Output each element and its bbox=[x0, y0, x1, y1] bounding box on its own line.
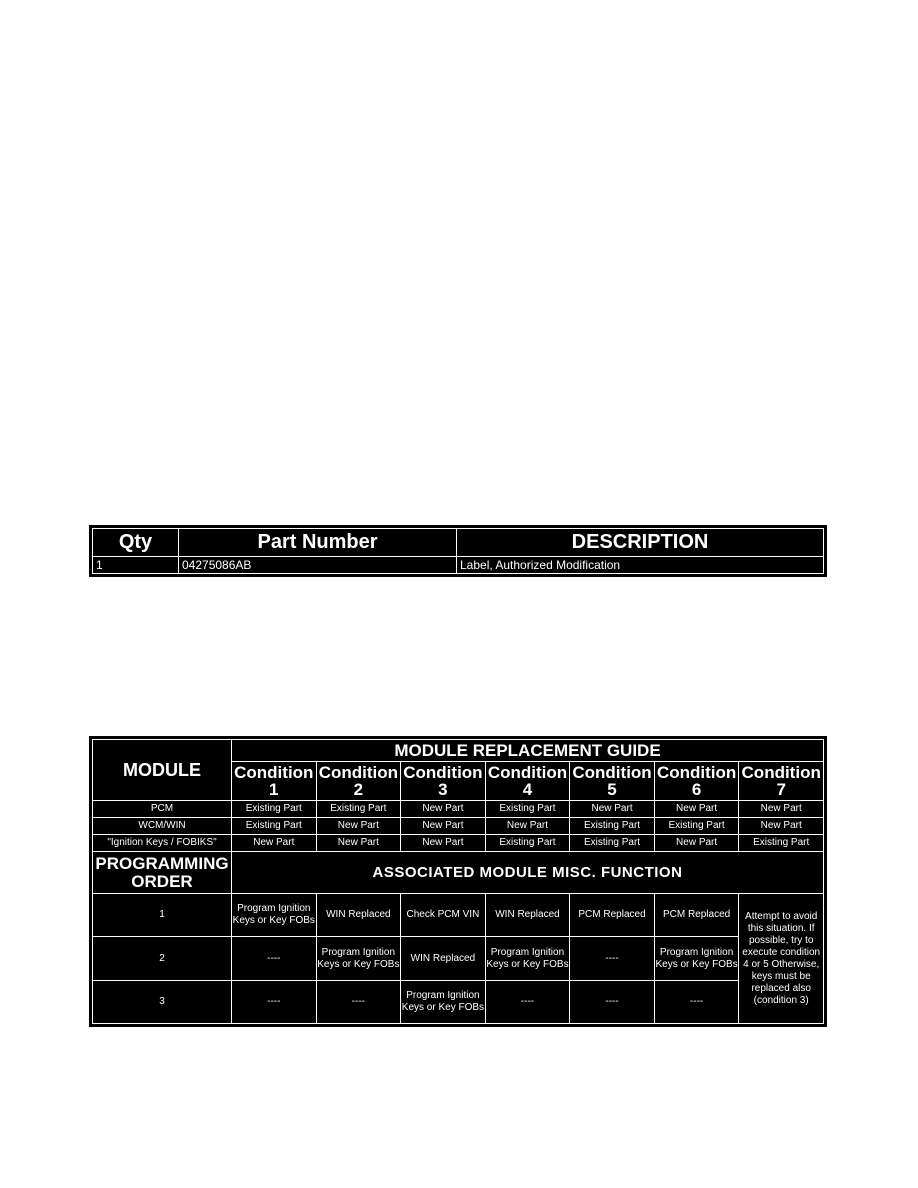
programming-order-header: PROGRAMMING ORDER bbox=[93, 851, 232, 893]
table-cell: Existing Part bbox=[570, 835, 655, 852]
table-cell: New Part bbox=[739, 818, 824, 835]
condition-header: Condition 5 bbox=[570, 762, 655, 801]
table-cell: New Part bbox=[232, 835, 317, 852]
table-cell: Existing Part bbox=[485, 835, 570, 852]
table-cell: New Part bbox=[485, 818, 570, 835]
module-header: MODULE bbox=[93, 740, 232, 801]
table-cell: ---- bbox=[485, 980, 570, 1023]
module-replacement-guide bbox=[89, 736, 827, 1027]
table-cell: Existing Part bbox=[654, 818, 739, 835]
table-cell: New Part bbox=[654, 835, 739, 852]
table-cell: New Part bbox=[316, 835, 401, 852]
module-label: "Ignition Keys / FOBIKS" bbox=[93, 835, 232, 852]
module-label: WCM/WIN bbox=[93, 818, 232, 835]
qty-header: Qty bbox=[93, 529, 179, 557]
table-cell: ---- bbox=[232, 937, 317, 980]
parts-table bbox=[89, 525, 827, 577]
table-cell: WIN Replaced bbox=[485, 894, 570, 937]
table-cell: Existing Part bbox=[739, 835, 824, 852]
condition-header: Condition 1 bbox=[232, 762, 317, 801]
table-row bbox=[93, 556, 824, 573]
table-cell: Program Ignition Keys or Key FOBs bbox=[485, 937, 570, 980]
condition-header: Condition 2 bbox=[316, 762, 401, 801]
description-cell: Label, Authorized Modification bbox=[457, 556, 824, 573]
guide-title: MODULE REPLACEMENT GUIDE bbox=[232, 740, 824, 762]
table-cell: Existing Part bbox=[570, 818, 655, 835]
table-cell: New Part bbox=[570, 801, 655, 818]
order-label: 3 bbox=[93, 980, 232, 1023]
table-cell: WIN Replaced bbox=[401, 937, 486, 980]
part-number-cell: 04275086AB bbox=[179, 556, 457, 573]
table-cell: ---- bbox=[232, 980, 317, 1023]
table-cell: Existing Part bbox=[232, 818, 317, 835]
table-cell: ---- bbox=[654, 980, 739, 1023]
table-cell: New Part bbox=[739, 801, 824, 818]
table-cell: New Part bbox=[401, 818, 486, 835]
table-cell: Program Ignition Keys or Key FOBs bbox=[401, 980, 486, 1023]
table-cell: ---- bbox=[570, 980, 655, 1023]
table-cell: ---- bbox=[570, 937, 655, 980]
associated-function-header: ASSOCIATED MODULE MISC. FUNCTION bbox=[232, 851, 824, 893]
table-cell: Existing Part bbox=[485, 801, 570, 818]
table-cell: Existing Part bbox=[232, 801, 317, 818]
condition-header: Condition 7 bbox=[739, 762, 824, 801]
condition-header: Condition 6 bbox=[654, 762, 739, 801]
condition-header: Condition 4 bbox=[485, 762, 570, 801]
table-cell: PCM Replaced bbox=[570, 894, 655, 937]
table-cell: Program Ignition Keys or Key FOBs bbox=[654, 937, 739, 980]
table-cell: Program Ignition Keys or Key FOBs bbox=[232, 894, 317, 937]
order-label: 2 bbox=[93, 937, 232, 980]
parts-header-row bbox=[93, 529, 824, 557]
table-row bbox=[93, 818, 824, 835]
table-cell: New Part bbox=[401, 801, 486, 818]
description-header: DESCRIPTION bbox=[457, 529, 824, 557]
table-cell: ---- bbox=[316, 980, 401, 1023]
table-cell: Existing Part bbox=[316, 801, 401, 818]
table-cell: Check PCM VIN bbox=[401, 894, 486, 937]
table-cell: New Part bbox=[401, 835, 486, 852]
table-row bbox=[93, 937, 824, 980]
table-cell: New Part bbox=[654, 801, 739, 818]
table-row bbox=[93, 894, 824, 937]
table-cell: PCM Replaced bbox=[654, 894, 739, 937]
condition-header: Condition 3 bbox=[401, 762, 486, 801]
table-row bbox=[93, 980, 824, 1023]
table-cell: New Part bbox=[316, 818, 401, 835]
order-label: 1 bbox=[93, 894, 232, 937]
table-cell: Program Ignition Keys or Key FOBs bbox=[316, 937, 401, 980]
condition7-note: Attempt to avoid this situation. If possible, try to execute condition 4 or 5 Otherwise, keys must be replaced also (condition 3) bbox=[739, 894, 824, 1024]
table-row bbox=[93, 835, 824, 852]
qty-cell: 1 bbox=[93, 556, 179, 573]
part-number-header: Part Number bbox=[179, 529, 457, 557]
module-label: PCM bbox=[93, 801, 232, 818]
table-row bbox=[93, 801, 824, 818]
table-cell: WIN Replaced bbox=[316, 894, 401, 937]
